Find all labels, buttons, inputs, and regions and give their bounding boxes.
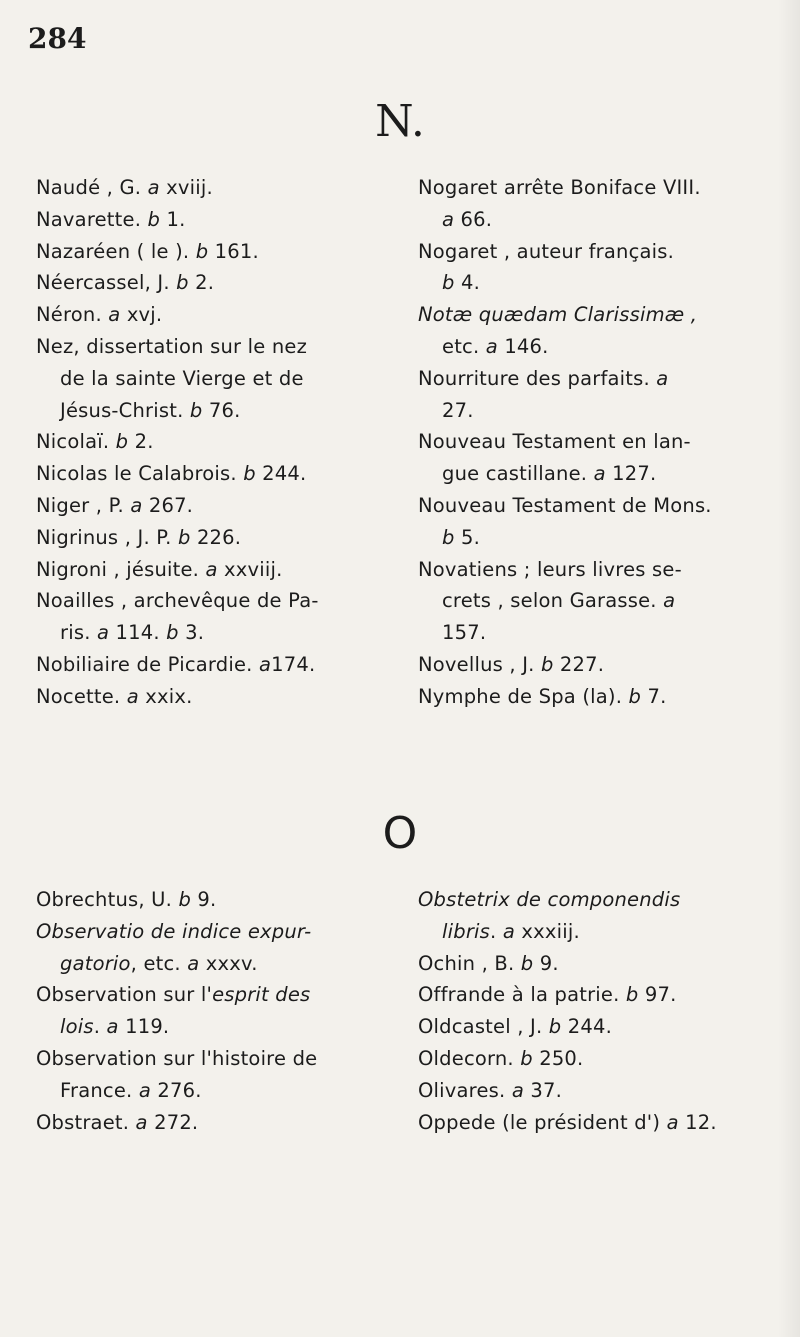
index-entry: Novatiens ; leurs livres se- xyxy=(418,557,682,581)
index-entry: Nouveau Testament de Mons. xyxy=(418,493,712,517)
n-left-column xyxy=(36,172,376,713)
index-entry: Obrechtus, U. b 9. xyxy=(36,888,217,911)
index-entry-continuation: b 5. xyxy=(442,525,480,549)
index-entry: Oppede (le président d') a 12. xyxy=(418,1110,717,1134)
index-entry: Néron. a xvj. xyxy=(36,303,163,327)
index-entry-continuation: gatorio, etc. a xxxv. xyxy=(60,951,258,975)
index-entry-continuation: ris. a 114. b 3. xyxy=(60,621,205,645)
index-entry-continuation: Jésus-Christ. b 76. xyxy=(60,398,241,422)
index-entry: Nobiliaire de Picardie. a174. xyxy=(36,652,316,676)
index-entry: Noailles , archevêque de Pa- xyxy=(36,589,319,613)
section-letter-o: O xyxy=(382,808,418,859)
index-entry-continuation: 157. xyxy=(442,621,487,645)
index-entry: Nymphe de Spa (la). b 7. xyxy=(418,684,667,708)
section-letter-n: N. xyxy=(375,96,425,147)
index-entry-continuation: b 4. xyxy=(442,271,480,295)
index-entry: Nogaret , auteur français. xyxy=(418,239,675,263)
index-entry: Nourriture des parfaits. a xyxy=(418,366,669,390)
index-entry: Naudé , G. a xviij. xyxy=(36,176,213,199)
index-entry-continuation: lois. a 119. xyxy=(60,1015,170,1039)
index-entry: Observation sur l'histoire de xyxy=(36,1046,318,1070)
index-entry: Nigrinus , J. P. b 226. xyxy=(36,525,242,549)
index-entry: Nouveau Testament en lan- xyxy=(418,430,691,454)
index-entry: Navarette. b 1. xyxy=(36,207,186,231)
index-entry: Ochin , B. b 9. xyxy=(418,951,559,975)
page-edge-shadow xyxy=(778,0,800,1337)
index-entry: Nez, dissertation sur le nez xyxy=(36,334,308,358)
index-entry: Obstetrix de componendis xyxy=(418,888,681,911)
index-entry: Novellus , J. b 227. xyxy=(418,652,605,676)
index-entry: Oldcastel , J. b 244. xyxy=(418,1015,612,1039)
index-entry: Oldecorn. b 250. xyxy=(418,1046,584,1070)
index-entry-continuation: France. a 276. xyxy=(60,1078,202,1102)
o-right-column xyxy=(418,884,758,1138)
index-entry: Nicolas le Calabrois. b 244. xyxy=(36,462,307,486)
index-entry-continuation: libris. a xxxiij. xyxy=(442,919,580,943)
index-entry: Néercassel, J. b 2. xyxy=(36,271,215,295)
index-entry: Observation sur l'esprit des xyxy=(36,983,311,1007)
index-entry: Observatio de indice expur- xyxy=(36,919,312,943)
index-entry: Nocette. a xxix. xyxy=(36,684,193,708)
page-number: 284 xyxy=(28,22,87,55)
index-entry: Nogaret arrête Boniface VIII. xyxy=(418,176,701,199)
index-entry: Offrande à la patrie. b 97. xyxy=(418,983,677,1007)
index-entry: Nicolaï. b 2. xyxy=(36,430,154,454)
index-entry: Niger , P. a 267. xyxy=(36,493,194,517)
n-right-column xyxy=(418,172,758,713)
index-entry: Notæ quædam Clarissimæ , xyxy=(418,303,698,327)
index-entry: Olivares. a 37. xyxy=(418,1078,562,1102)
index-entry: Obstraet. a 272. xyxy=(36,1110,199,1134)
o-left-column xyxy=(36,884,376,1138)
index-entry-continuation: 27. xyxy=(442,398,474,422)
index-entry-continuation: a 66. xyxy=(442,207,493,231)
index-entry: Nigroni , jésuite. a xxviij. xyxy=(36,557,283,581)
index-entry-continuation: crets , selon Garasse. a xyxy=(442,589,676,613)
index-entry-continuation: etc. a 146. xyxy=(442,334,549,358)
index-entry: Nazaréen ( le ). b 161. xyxy=(36,239,259,263)
index-entry-continuation: gue castillane. a 127. xyxy=(442,462,657,486)
index-entry-continuation: de la sainte Vierge et de xyxy=(60,366,304,390)
